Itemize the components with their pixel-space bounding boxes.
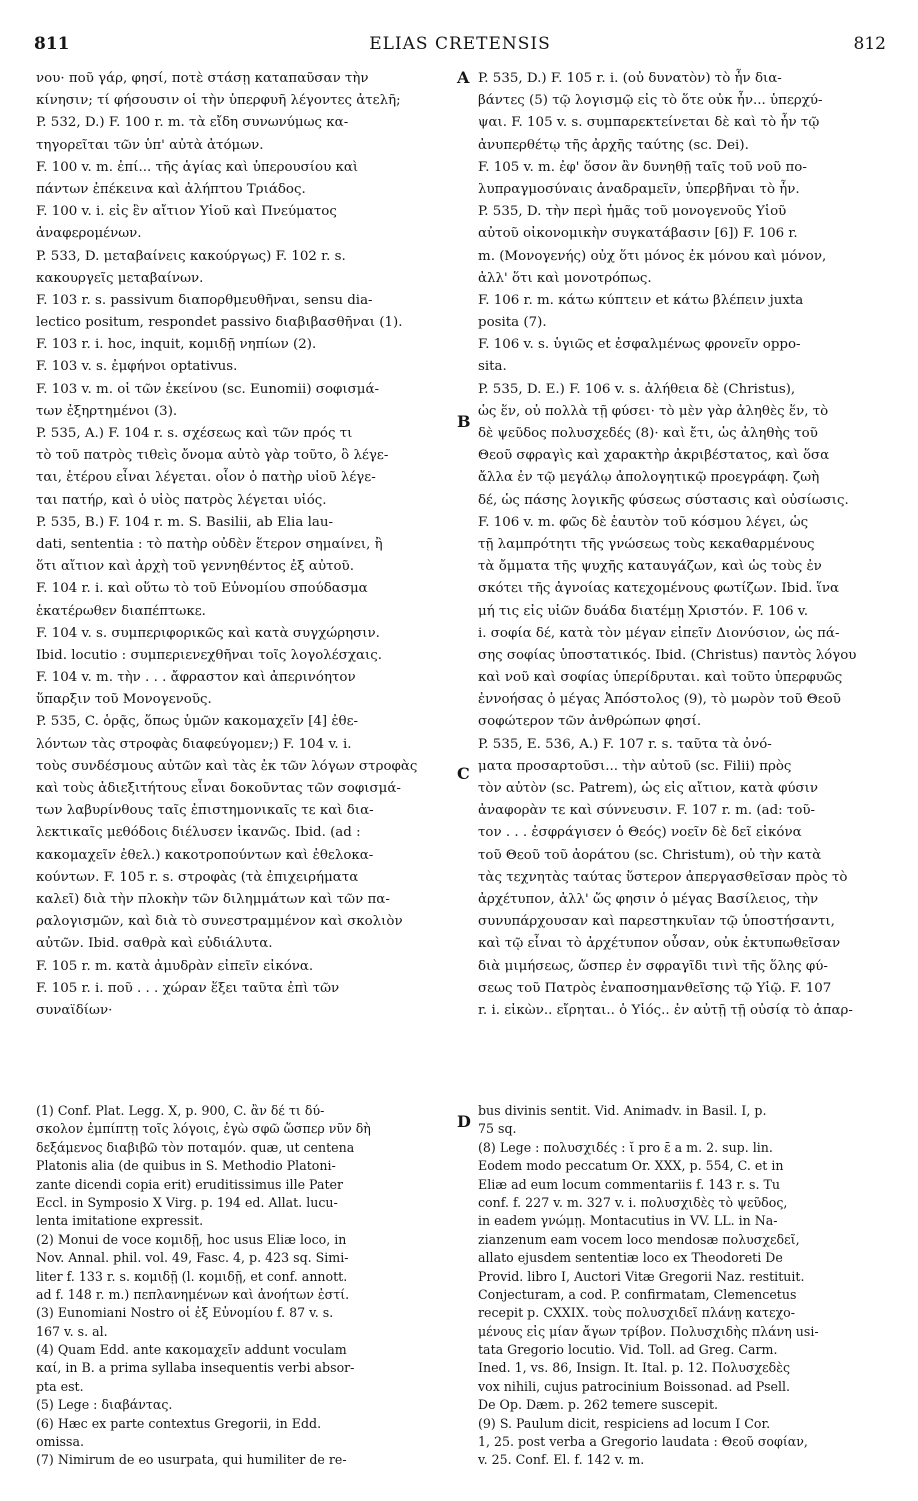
footnote-line: (3) Eunomiani Nostro οἱ ἐξ Εὐνομίου f. 87 v. s.: [36, 1305, 334, 1321]
text-line: dati, sententia : τὸ πατὴρ οὐδὲν ἕτερον σημαίνει, ἢ: [36, 536, 383, 552]
footnote-line: pta est.: [36, 1378, 84, 1394]
text-line: νου· ποῦ γάρ, φησί, ποτὲ στάσῃ καταπαῦσαν τὴν: [36, 71, 369, 86]
footnote-line: v. 25. Conf. El. f. 142 v. m.: [478, 1452, 645, 1468]
section-marker-b: B: [457, 412, 471, 431]
text-line: ραλογισμῶν, καὶ διὰ τὸ συνεστραμμένον καὶ σκολιὸν: [36, 914, 403, 930]
text-line: F. 105 v. m. ἐφ' ὅσον ἂν δυνηθῇ ταῖς τοῦ νοῦ πο-: [478, 159, 807, 175]
text-line: F. 105 r. m. κατὰ ἀμυδρὰν εἰπεῖν εἰκόνα.: [36, 958, 314, 974]
text-line: P. 535, D. E.) F. 106 v. s. ἀλήθεια δὲ (Christus),: [478, 381, 796, 397]
footnote-line: Provid. libro I, Auctori Vitæ Gregorii Naz. restituit.: [478, 1268, 805, 1284]
footnote-line: Eodem modo peccatum Or. XXX, p. 554, C. et in: [478, 1158, 784, 1174]
footnote-line: De Op. Dæm. p. 262 temere suscepit.: [478, 1397, 719, 1413]
footnote-line: vox nihili, cujus patrocinium Boissonad. ad Psell.: [478, 1378, 791, 1394]
text-line: λεκτικαῖς μεθόδοις διέλυσεν ἱκανῶς. Ibid. (ad :: [36, 825, 361, 841]
text-line: P. 535, D.) F. 105 r. i. (οὐ δυνατὸν) τὸ ἦν δια-: [478, 71, 782, 86]
text-line: lectico positum, respondet passivo διαβιβασθῆναι (1).: [36, 315, 403, 331]
footnote-line: Ined. 1, vs. 86, Insign. It. Ital. p. 12. Πολυσχεδὲς: [478, 1360, 791, 1376]
text-line: μή τις εἰς υἱῶν δυάδα διατέμῃ Χριστόν. F. 106 v.: [478, 603, 809, 619]
text-line: κακομαχεῖν ἐθελ.) κακοτροπούντων καὶ ἐθελοκα-: [36, 847, 374, 863]
footnote-line: bus divinis sentit. Vid. Animadv. in Basil. I, p.: [478, 1103, 767, 1118]
text-line: ἑκατέρωθεν διαπέπτωκε.: [36, 603, 206, 619]
text-line: ἐννοήσας ὁ μέγας Ἀπόστολος (9), τὸ μωρὸν τοῦ Θεοῦ: [478, 692, 841, 708]
text-line: ἀλλ' ὅτι καὶ μονοτρόπως.: [478, 270, 652, 286]
section-marker-a: A: [457, 68, 470, 87]
text-line: F. 104 v. s. συμπεριφορικῶς καὶ κατὰ συγχώρησιν.: [36, 625, 380, 641]
footnote-line: 167 v. s. al.: [36, 1323, 108, 1339]
text-line: posita (7).: [478, 315, 547, 331]
text-line: τον . . . ἐσφράγισεν ὁ Θεός) νοεῖν δὲ δεῖ εἰκόνα: [478, 825, 802, 841]
text-line: των λαβυρίνθους ταῖς ἐπιστημονικαῖς τε καὶ δια-: [36, 803, 374, 819]
footnote-line: recepit p. CXXIX. τοὺς πολυσχιδεῖ πλάνῃ κατεχο-: [478, 1305, 795, 1321]
text-line: τὸ τοῦ πατρὸς τιθεὶς ὄνομα αὐτὸ γὰρ τοῦτο, ὃ λέγε-: [36, 448, 389, 464]
text-line: P. 533, D. μεταβαίνεις κακούργως) F. 102 r. s.: [36, 248, 346, 264]
footnote-line: 1, 25. post verba a Gregorio laudata : Θεοῦ σοφίαν,: [478, 1434, 808, 1450]
text-line: σοφώτερον τῶν ἀνθρώπων φησί.: [478, 714, 702, 730]
text-line: ἄλλα ἐν τῷ μεγάλῳ ἀπολογητικῷ προεγράφη. ζωὴ: [478, 470, 820, 486]
text-line: r. i. εἰκὼν.. εἴρηται.. ὁ Υἱός.. ἐν αὐτῇ τῇ οὐσίᾳ τὸ ἀπαρ-: [478, 1002, 853, 1018]
text-line: ἀναφερομένων.: [36, 226, 142, 242]
text-line: F. 103 v. m. οἱ τῶν ἐκείνου (sc. Eunomii) σοφισμά-: [36, 381, 380, 397]
text-line: ται, ἑτέρου εἶναι λέγεται. οἷον ὁ πατὴρ υἱοῦ λέγε-: [36, 470, 376, 486]
text-line: διὰ μιμήσεως, ὥσπερ ἐν σφραγῖδι τινὶ τῆς ὅλης φύ-: [478, 958, 828, 974]
text-line: ψαι. F. 105 v. s. συμπαρεκτείνεται δὲ καὶ τὸ ἦν τῷ: [478, 115, 820, 131]
text-line: τὰς τεχνητὰς ταύτας ὕστερον ἀπεργασθεῖσαν πρὸς τὸ: [478, 869, 848, 885]
text-line: F. 106 v. m. φῶς δὲ ἑαυτὸν τοῦ κόσμου λέγει, ὡς: [478, 514, 809, 530]
footnote-line: liter f. 133 r. s. κομιδῇ (l. κομιδῇ, et conf. annott.: [36, 1268, 348, 1284]
text-line: ται πατήρ, καὶ ὁ υἱὸς πατρὸς λέγεται υἱός.: [36, 492, 327, 508]
text-line: κούντων. F. 105 r. s. στροφὰς (τὰ ἐπιχειρήματα: [36, 869, 359, 885]
text-line: ὕπαρξιν τοῦ Μονογενοῦς.: [36, 692, 212, 708]
text-line: ἀρχέτυπον, ἀλλ' ὥς φησιν ὁ μέγας Βασίλειος, τὴν: [478, 891, 819, 907]
text-line: σκότει τῆς ἀγνοίας κατεχομένους φωτίζων. Ibid. ἵνα: [478, 581, 840, 597]
text-line: λυπραγμοσύναις ἀναδραμεῖν, ὑπερβῆναι τὸ ἦν.: [478, 181, 800, 197]
text-line: καὶ τῷ εἶναι τὸ ἀρχέτυπον οὖσαν, οὐκ ἐκτυπωθεῖσαν: [478, 936, 841, 952]
text-line: τὸν αὐτὸν (sc. Patrem), ὡς εἰς αἴτιον, κατὰ φύσιν: [478, 781, 819, 796]
text-line: F. 106 v. s. ὑγιῶς et ἐσφαλμένως φρονεῖν oppo-: [478, 337, 801, 353]
footnote-line: Conjecturam, a cod. P. confirmatam, Clemencetus: [478, 1286, 797, 1302]
text-line: F. 100 v. i. εἰς ἓν αἴτιον Υἱοῦ καὶ Πνεύματος: [36, 204, 337, 220]
text-line: τοῦ Θεοῦ τοῦ ἀοράτου (sc. Christum), οὐ τὴν κατὰ: [478, 847, 822, 863]
footnote-line: (8) Lege : πολυσχιδές : ῐ pro ε̄ a m. 2. sup. lin.: [478, 1139, 773, 1155]
text-line: F. 103 r. s. passivum διαπορθμευθῆναι, sensu dia-: [36, 292, 373, 308]
text-line: συναϊδίων·: [36, 1002, 113, 1018]
footnote-line: σκολον ἐμπίπτῃ τοῖς λόγοις, ἐγὼ σφῶ ὥσπερ νῦν δὴ: [36, 1121, 371, 1137]
text-line: ὅτι αἴτιον καὶ ἀρχὴ τοῦ γεννηθέντος ἐξ αὐτοῦ.: [36, 559, 354, 575]
footnote-line: tata Gregorio locutio. Vid. Toll. ad Greg. Carm.: [478, 1342, 778, 1358]
text-line: i. σοφία δέ, κατὰ τὸν μέγαν εἰπεῖν Διονύσιον, ὡς πά-: [478, 625, 840, 641]
footnote-line: Nov. Annal. phil. vol. 49, Fasc. 4, p. 423 sq. Simi-: [36, 1250, 349, 1266]
text-line: σεως τοῦ Πατρὸς ἐναποσημανθεῖσης τῷ Υἱῷ. F. 107: [478, 980, 832, 996]
text-line: sita.: [478, 359, 507, 375]
text-line: τηγορεῖται τῶν ὑπ' αὐτὰ ἀτόμων.: [36, 137, 264, 153]
text-line: τὰ ὄμματα τῆς ψυχῆς καταυγάζων, καὶ ὡς τοὺς ἐν: [478, 559, 822, 575]
text-line: των ἐξηρτημένοι (3).: [36, 403, 178, 419]
footnote-line: (6) Hæc ex parte contextus Gregorii, in Edd.: [36, 1415, 322, 1431]
footnote-line: (7) Nimirum de eo usurpata, qui humiliter de re-: [36, 1452, 347, 1468]
text-line: συνυπάρχουσαν καὶ παρεστηκυῖαν τῷ ὑποστήσαντι,: [478, 914, 835, 930]
footnote-line: zante dicendi copia erit) eruditissimus ille Pater: [36, 1176, 344, 1192]
text-line: m. (Μονογενής) οὐχ ὅτι μόνος ἐκ μόνου καὶ μόνον,: [478, 248, 827, 264]
left-page-number: 811: [34, 34, 70, 54]
text-line: F. 105 r. i. ποῦ . . . χώραν ἕξει ταῦτα ἐπὶ τῶν: [36, 980, 340, 996]
text-line: ἀνυπερθέτῳ τῆς ἀρχῆς ταύτης (sc. Dei).: [478, 137, 749, 153]
text-line: F. 103 r. i. hoc, inquit, κομιδῇ νηπίων (2).: [36, 337, 317, 353]
text-line: P. 532, D.) F. 100 r. m. τὰ εἴδη συνωνύμως κα-: [36, 115, 349, 131]
running-title: ELIAS CRETENSIS: [369, 34, 551, 54]
text-line: F. 100 v. m. ἐπί... τῆς ἁγίας καὶ ὑπερουσίου καὶ: [36, 159, 359, 175]
footnote-line: δεξάμενος διαβιβῶ τὸν ποταμόν. quæ, ut centena: [36, 1139, 355, 1155]
footnote-line: (5) Lege : διαβάντας.: [36, 1397, 173, 1413]
text-line: βάντες (5) τῷ λογισμῷ εἰς τὸ ὅτε οὐκ ἦν... ὑπερχύ-: [478, 93, 823, 109]
footnotes-right-column: [478, 1102, 890, 1470]
text-line: κακουργεῖς μεταβαίνων.: [36, 270, 204, 286]
left-text-column: [36, 68, 456, 1022]
text-line: πάντων ἐπέκεινα καὶ ἀλήπτου Τριάδος.: [36, 181, 306, 197]
footnote-line: (1) Conf. Plat. Legg. X, p. 900, C. ἂν δέ τι δύ-: [36, 1103, 325, 1118]
text-line: καὶ τοὺς ἀδιεξιτήτους εἶναι δοκοῦντας τῶν σοφισμά-: [36, 781, 401, 796]
text-line: καὶ νοῦ καὶ σοφίας ὑπερίδρυται. καὶ τοῦτο ὑπερφυῶς: [478, 670, 843, 686]
text-line: P. 535, E. 536, A.) F. 107 r. s. ταῦτα τὰ ὀνό-: [478, 736, 772, 752]
text-line: δέ, ὡς πάσης λογικῆς φύσεως σύστασις καὶ οὐσίωσις.: [478, 492, 849, 508]
text-line: τοὺς συνδέσμους αὐτῶν καὶ τὰς ἐκ τῶν λόγων στροφὰς: [36, 758, 418, 774]
text-line: αὐτῶν. Ibid. σαθρὰ καὶ εὐδιάλυτα.: [36, 936, 273, 952]
text-line: Ibid. locutio : συμπεριενεχθῆναι τοῖς λογολέσχαις.: [36, 647, 383, 663]
footnote-line: lenta imitatione expressit.: [36, 1213, 204, 1229]
text-line: αὐτοῦ οἰκονομικὴν συγκατάβασιν [6]) F. 106 r.: [478, 226, 798, 242]
text-line: σης σοφίας ὑποστατικός. Ibid. (Christus) παντὸς λόγου: [478, 647, 857, 663]
footnote-line: zianzenum eam vocem loco mendosæ πολυσχεδεῖ,: [478, 1231, 800, 1247]
footnote-line: (9) S. Paulum dicit, respiciens ad locum I Cor.: [478, 1415, 771, 1431]
footnote-line: omissa.: [36, 1434, 84, 1450]
footnote-line: Eccl. in Symposio X Virg. p. 194 ed. Allat. lucu-: [36, 1194, 338, 1210]
footnote-line: καί, in B. a prima syllaba insequentis verbi absor-: [36, 1360, 355, 1376]
footnote-line: in eadem γνώμῃ. Montacutius in VV. LL. in Na-: [478, 1213, 778, 1229]
text-line: λόντων τὰς στροφὰς διαφεύγομεν;) F. 104 v. i.: [36, 736, 352, 752]
text-line: F. 103 v. s. ἐμφήνοι optativus.: [36, 359, 238, 375]
text-line: P. 535, B.) F. 104 r. m. S. Basilii, ab Elia lau-: [36, 514, 333, 530]
footnote-line: allato ejusdem sententiæ loco ex Theodoreti De: [478, 1250, 783, 1266]
text-line: P. 535, A.) F. 104 r. s. σχέσεως καὶ τῶν πρός τι: [36, 426, 353, 441]
page-header: [34, 34, 886, 56]
text-line: Θεοῦ σφραγὶς καὶ χαρακτὴρ ἀκριβέστατος, καὶ ὅσα: [478, 448, 830, 464]
footnote-line: Eliæ ad eum locum commentariis f. 143 r. s. Tu: [478, 1176, 780, 1192]
section-marker-c: C: [457, 764, 470, 783]
right-text-column: [478, 68, 890, 1022]
text-line: τῇ λαμπρότητι τῆς γνώσεως τοὺς κεκαθαρμένους: [478, 536, 815, 552]
text-line: F. 104 r. i. καὶ οὕτω τὸ τοῦ Εὐνομίου σπούδασμα: [36, 581, 368, 597]
footnote-line: (2) Monui de voce κομιδῇ, hoc usus Eliæ loco, in: [36, 1231, 347, 1247]
section-marker-d: D: [457, 1112, 471, 1131]
text-line: ματα προσαρτοῦσι... τὴν αὐτοῦ (sc. Filii) πρὸς: [478, 758, 792, 774]
text-line: P. 535, D. τὴν περὶ ἡμᾶς τοῦ μονογενοῦς Υἱοῦ: [478, 204, 787, 220]
text-line: P. 535, C. ὁρᾷς, ὅπως ὑμῶν κακομαχεῖν [4] ἐθε-: [36, 714, 359, 730]
footnote-line: (4) Quam Edd. ante κακομαχεῖν addunt voculam: [36, 1342, 347, 1358]
footnote-line: Platonis alia (de quibus in S. Methodio Platoni-: [36, 1158, 336, 1174]
text-line: κίνησιν; τί φήσουσιν οἱ τὴν ὑπερφυῆ λέγοντες ἀτελῆ;: [36, 93, 401, 109]
footnote-line: μένους εἰς μίαν ἄγων τρίβον. Πολυσχιδὴς πλάνη usi-: [478, 1323, 819, 1339]
footnote-line: ad f. 148 r. m.) πεπλανημένων καὶ ἀνοήτων ἐστί.: [36, 1286, 350, 1302]
text-line: ἀναφορὰν τε καὶ σύννευσιν. F. 107 r. m. (ad: τοῦ-: [478, 803, 816, 819]
footnote-line: 75 sq.: [478, 1121, 517, 1137]
footnotes-left-column: [36, 1102, 464, 1470]
right-page-number: 812: [853, 34, 886, 54]
text-line: F. 104 v. m. τὴν . . . ἄφραστον καὶ ἀπερινόητον: [36, 670, 356, 686]
text-line: καλεῖ) διὰ τὴν πλοκὴν τῶν διλημμάτων καὶ τῶν πα-: [36, 891, 390, 907]
text-line: δὲ ψεῦδος πολυσχεδές (8)· καὶ ἔτι, ὡς ἀληθὴς τοῦ: [478, 426, 818, 441]
footnote-line: conf. f. 227 v. m. 327 v. i. πολυσχιδὲς τὸ ψεῦδος,: [478, 1194, 788, 1210]
text-line: F. 106 r. m. κάτω κύπτειν et κάτω βλέπειν juxta: [478, 292, 804, 308]
text-line: ὡς ἕν, οὐ πολλὰ τῇ φύσει· τὸ μὲν γὰρ ἀληθὲς ἕν, τὸ: [478, 403, 829, 419]
